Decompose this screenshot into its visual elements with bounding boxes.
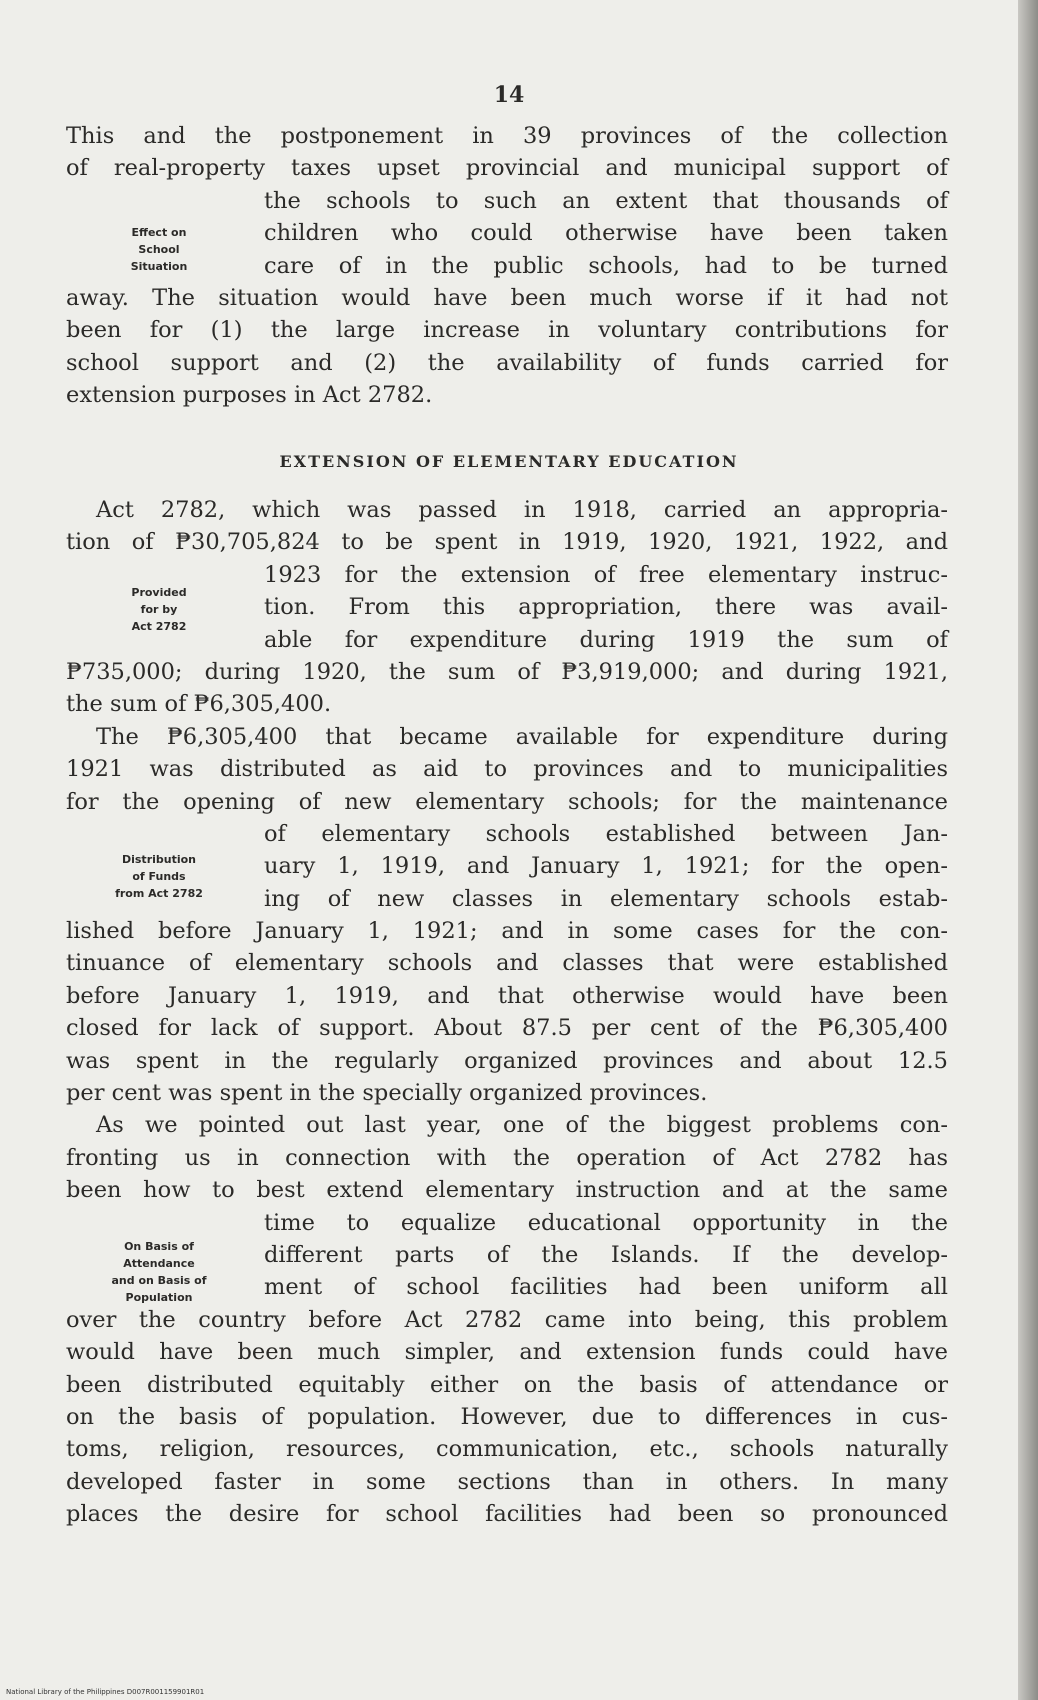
text-line: was spent in the regularly organized provinces and about 12.5 (66, 1047, 948, 1074)
text-line: Act 2782, which was passed in 1918, carried an appropria- (96, 497, 948, 523)
margin-note-distribution-of-funds: Distribution of Funds from Act 2782 (115, 853, 203, 900)
page-edge (1018, 0, 1038, 1700)
text-line: closed for lack of support. About 87.5 per cent of the ₱6,305,400 (66, 1015, 948, 1042)
text-line: extension purposes in Act 2782. (66, 382, 433, 409)
text-line: of elementary schools established between Jan- (264, 820, 948, 847)
text-line: for the opening of new elementary schools; for the maintenance (66, 788, 948, 815)
text-line: places the desire for school facilities had been so pronounced (66, 1501, 948, 1528)
text-line: care of in the public schools, had to be turned (264, 252, 948, 279)
text-line: This and the postponement in 39 provinces of the collection (66, 123, 948, 149)
text-line: uary 1, 1919, and January 1, 1921; for the open- (264, 853, 948, 880)
section-heading: EXTENSION OF ELEMENTARY EDUCATION (279, 452, 739, 471)
text-line: ment of school facilities had been uniform all (264, 1274, 948, 1301)
text-line: lished before January 1, 1921; and in some cases for the con- (66, 918, 948, 945)
text-line: of real-property taxes upset provincial and municipal support of (66, 155, 948, 182)
text-line: school support and (2) the availability of funds carried for (66, 349, 948, 376)
text-line: fronting us in connection with the operation of Act 2782 has (66, 1144, 948, 1171)
text-line: the schools to such an extent that thousands of (264, 187, 948, 214)
text-line: children who could otherwise have been taken (264, 220, 948, 247)
text-line: tion of ₱30,705,824 to be spent in 1919, 1920, 1921, 1922, and (66, 529, 948, 556)
text-line: 1921 was distributed as aid to provinces and to municipalities (66, 756, 948, 783)
section-body (66, 494, 948, 1531)
text-line: ing of new classes in elementary schools estab- (264, 885, 948, 912)
text-line: away. The situation would have been much worse if it had not (66, 284, 948, 311)
margin-note-basis-of-attendance-population: On Basis of Attendance and on Basis of Population (111, 1240, 207, 1304)
text-line: been for (1) the large increase in voluntary contributions for (66, 317, 948, 344)
text-line: tinuance of elementary schools and classes that were established (66, 950, 948, 977)
text-line: per cent was spent in the specially organized provinces. (66, 1080, 708, 1107)
text-line: the sum of ₱6,305,400. (66, 691, 332, 718)
page-number: 14 (493, 82, 525, 108)
text-line: developed faster in some sections than in others. In many (66, 1468, 948, 1495)
text-line: different parts of the Islands. If the develop- (264, 1241, 948, 1268)
text-line: would have been much simpler, and extension funds could have (66, 1339, 948, 1366)
text-line: on the basis of population. However, due to differences in cus- (66, 1403, 948, 1430)
text-line: As we pointed out last year, one of the biggest problems con- (96, 1112, 948, 1139)
text-line: The ₱6,305,400 that became available for expenditure during (96, 723, 948, 750)
text-line: 1923 for the extension of free elementary instruc- (264, 561, 948, 588)
scan-footer: National Library of the Philippines D007R001159901R01 (6, 1688, 205, 1696)
text-line: toms, religion, resources, communication, etc., schools naturally (66, 1436, 948, 1463)
margin-note-provided-for-by-act: Provided for by Act 2782 (131, 586, 187, 633)
text-line: before January 1, 1919, and that otherwise would have been (66, 982, 948, 1009)
margin-note-effect-on-school-situation: Effect on School Situation (130, 226, 188, 273)
text-line: ₱735,000; during 1920, the sum of ₱3,919,000; and during 1921, (66, 658, 948, 685)
text-line: time to equalize educational opportunity in the (264, 1209, 948, 1236)
text-line: been distributed equitably either on the basis of attendance or (66, 1371, 948, 1398)
text-line: tion. From this appropriation, there was avail- (264, 594, 948, 621)
text-line: been how to best extend elementary instruction and at the same (66, 1177, 948, 1204)
text-line: able for expenditure during 1919 the sum of (264, 626, 948, 653)
text-line: over the country before Act 2782 came into being, this problem (66, 1306, 948, 1333)
